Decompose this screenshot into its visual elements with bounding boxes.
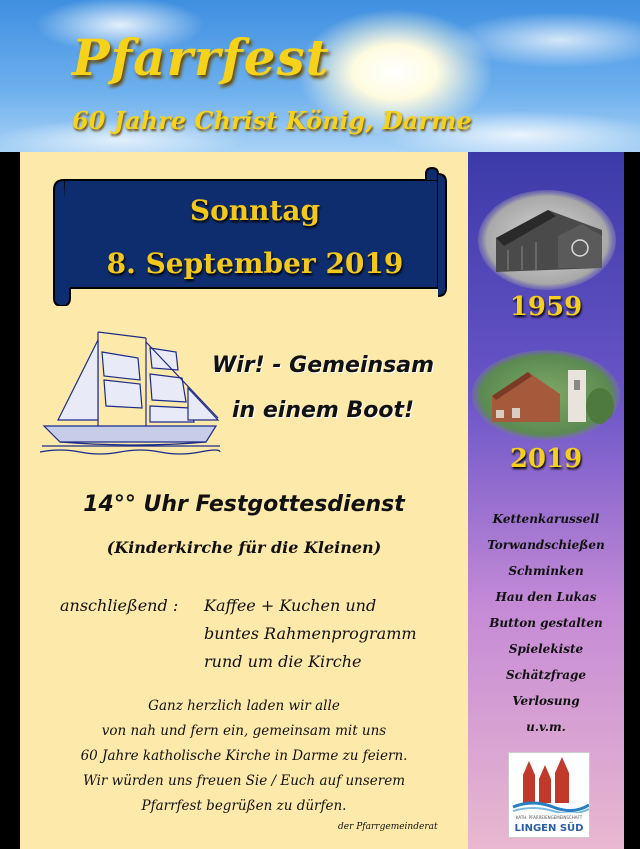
invitation-line: 60 Jahre katholische Kirche in Darme zu feiern. [80,748,408,764]
afterwards-line: Kaffee + Kuchen und [204,596,377,615]
afterwards-line: rund um die Kirche [204,652,362,671]
motto-line-2: in einem Boot! [232,398,415,423]
invitation-line: Ganz herzlich laden wir alle [148,698,340,714]
activity-item: Schätzfrage [505,668,587,682]
motto-line-1: Wir! - Gemeinsam [212,353,435,378]
signature: der Pfarrgemeinderat [338,822,438,832]
year-now: 2019 [509,444,583,474]
banner-date: 8. September 2019 [106,247,404,280]
year-then: 1959 [509,292,583,322]
invitation-line: Pfarrfest begrüßen zu dürfen. [141,798,347,814]
activity-item: Hau den Lukas [495,590,597,604]
logo-caption: KATH. PFARREIENGEMEINSCHAFT [515,815,583,820]
banner-day: Sonntag [189,194,321,227]
poster-subtitle: 60 Jahre Christ König, Darme [72,106,472,135]
activity-item: Torwandschießen [487,538,605,552]
activity-item: Schminken [508,564,584,578]
header-sky [0,0,640,152]
activity-item: Spielekiste [508,642,584,656]
service-time: 14°° Uhr Festgottesdienst [83,492,405,517]
service-subtitle: (Kinderkirche für die Kleinen) [106,538,382,557]
date-banner-scroll [50,166,450,306]
parish-logo [508,752,590,838]
sailing-ship-icon [38,328,223,458]
logo-name: LINGEN SÜD [514,823,584,834]
left-border [0,152,20,849]
poster-title: Pfarrfest [72,28,330,87]
activity-item: Kettenkarussell [492,512,600,526]
church-photo-2019 [472,350,620,440]
right-border [624,152,640,849]
church-photo-1959 [478,190,616,290]
afterwards-line: buntes Rahmenprogramm [204,624,417,643]
invitation-line: Wir würden uns freuen Sie / Euch auf unserem [82,773,406,789]
activity-item: Button gestalten [489,616,603,630]
afterwards-label: anschließend : [60,596,179,615]
church-towers-icon [509,753,589,813]
activity-item: Verlosung [512,694,580,708]
invitation-line: von nah und fern ein, gemeinsam mit uns [101,723,387,739]
activity-item: u.v.m. [526,720,566,734]
